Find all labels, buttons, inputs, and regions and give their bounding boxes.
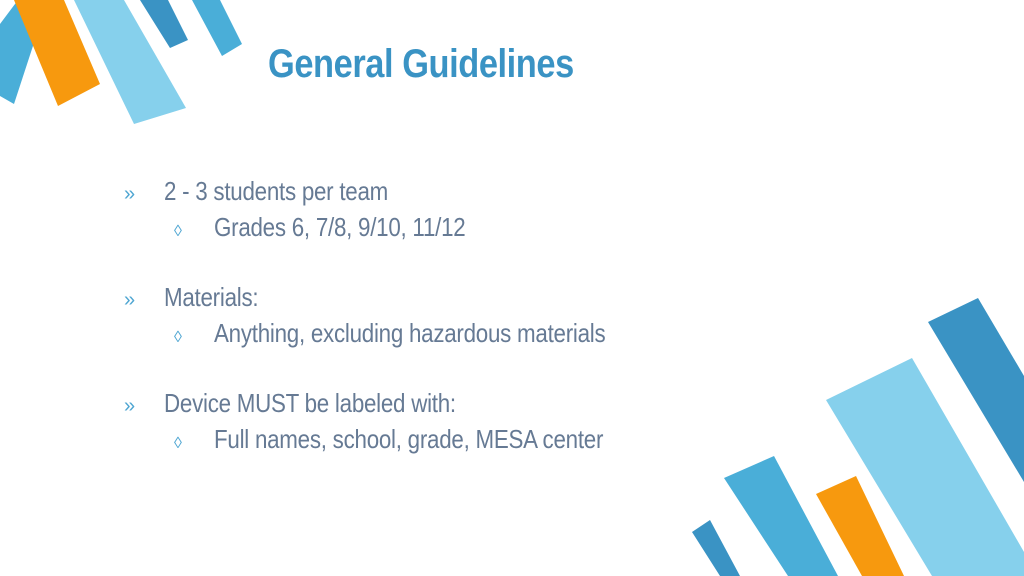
- sub-bullet-item: [124, 424, 844, 460]
- sub-bullet-marker: ◊: [174, 329, 182, 346]
- bullet-list: [124, 176, 844, 494]
- bullet-marker: »: [124, 289, 136, 311]
- bullet-text: Device MUST be labeled with:: [164, 388, 456, 418]
- sub-bullet-text: Grades 6, 7/8, 9/10, 11/12: [214, 212, 466, 242]
- sub-bullet-item: [124, 212, 844, 248]
- slide-title: General Guidelines: [268, 42, 574, 86]
- stripe-top-left-medium: [192, 0, 242, 56]
- bullet-item: [124, 388, 844, 424]
- sub-bullet-text: Anything, excluding hazardous materials: [214, 318, 606, 348]
- sub-bullet-marker: ◊: [174, 223, 182, 240]
- bullet-text: Materials:: [164, 282, 259, 312]
- bullet-group-device: [124, 388, 844, 460]
- bullet-item: [124, 176, 844, 212]
- bullet-text: 2 - 3 students per team: [164, 176, 389, 206]
- sub-bullet-text: Full names, school, grade, MESA center: [214, 424, 604, 454]
- bullet-marker: »: [124, 395, 136, 417]
- bullet-item: [124, 282, 844, 318]
- bullet-group-materials: [124, 282, 844, 354]
- sub-bullet-marker: ◊: [174, 435, 182, 452]
- sub-bullet-item: [124, 318, 844, 354]
- bullet-group-team: [124, 176, 844, 248]
- bullet-marker: »: [124, 183, 136, 205]
- stripe-bottom-right-dark-small: [692, 520, 740, 576]
